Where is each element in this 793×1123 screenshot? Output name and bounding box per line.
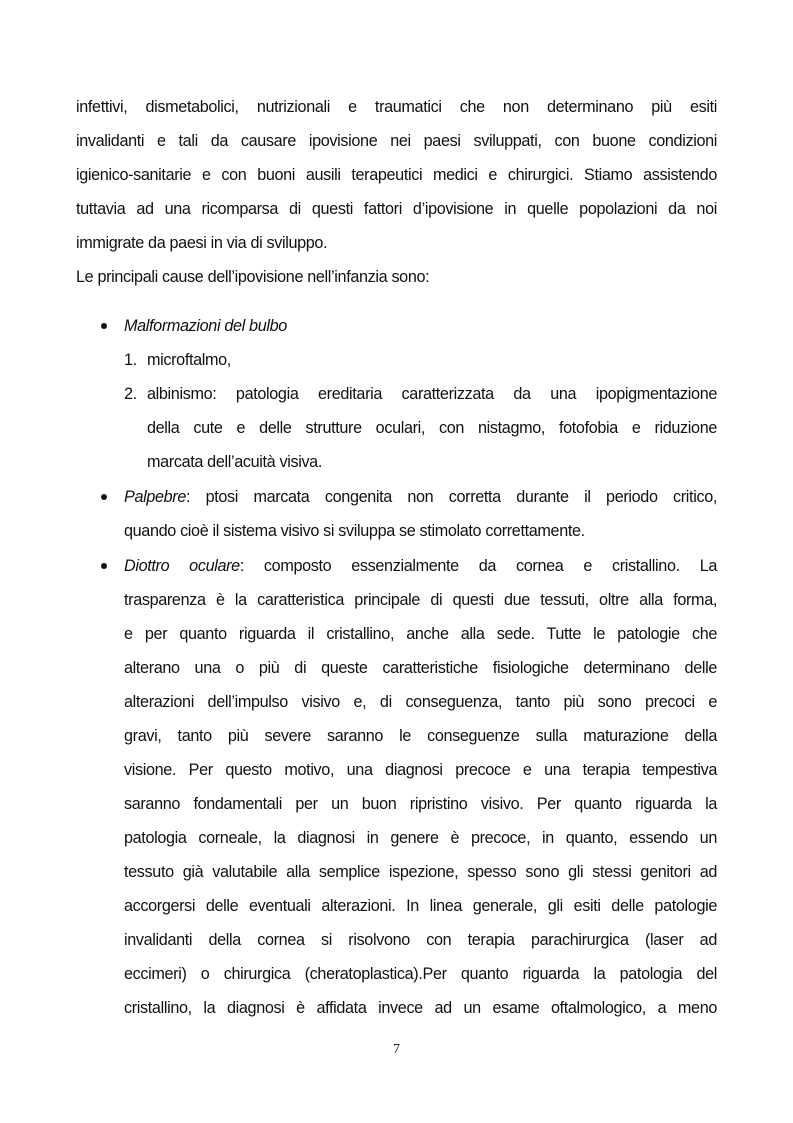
list-item-line: saranno fondamentali per un buon ripristino visivo. Per quanto riguarda la (124, 795, 717, 813)
list-item-line: alterazioni dell’impulso visivo e, di conseguenza, tanto più sono precoci e (124, 693, 717, 711)
list-item-line: alterano una o più di queste caratteristiche fisiologiche determinano delle (124, 659, 717, 677)
list-item-line: eccimeri) o chirurgica (cheratoplastica).Per quanto riguarda la patologia del (124, 965, 717, 983)
sub-item-line: marcata dell’acuità visiva. (147, 453, 322, 471)
list-item-line: accorgersi delle eventuali alterazioni. In linea generale, gli esiti delle patologie (124, 897, 717, 915)
list-item-title: Diottro oculare (124, 557, 240, 575)
paragraph-line: igienico-sanitarie e con buoni ausili terapeutici medici e chirurgici. Stiamo assistendo (76, 166, 717, 184)
list-item-text: : composto essenzialmente da cornea e cristallino. La (239, 557, 717, 575)
list-item-line (124, 554, 717, 578)
list-item-line: patologia corneale, la diagnosi in genere è precoce, in quanto, essendo un (124, 829, 717, 847)
list-intro: Le principali cause dell’ipovisione nell’infanzia sono: (76, 268, 430, 286)
paragraph-line: infettivi, dismetabolici, nutrizionali e traumatici che non determinano più esiti (76, 98, 717, 116)
bullet-icon (101, 323, 107, 329)
list-number: 2. (124, 385, 137, 403)
list-item-line: cristallino, la diagnosi è affidata invece ad un esame oftalmologico, a meno (124, 999, 717, 1017)
paragraph-line: invalidanti e tali da causare ipovisione nei paesi sviluppati, con buone condizioni (76, 132, 717, 150)
list-item-line: visione. Per questo motivo, una diagnosi precoce e una terapia tempestiva (124, 761, 717, 779)
list-item-line: quando cioè il sistema visivo si sviluppa se stimolato correttamente. (124, 522, 585, 540)
list-item-line (124, 485, 717, 509)
sub-item-line: albinismo: patologia ereditaria caratterizzata da una ipopigmentazione (147, 385, 717, 403)
list-number: 1. (124, 351, 137, 369)
list-item-title: Palpebre (124, 488, 186, 506)
list-item-line: trasparenza è la caratteristica principale di questi due tessuti, oltre alla forma, (124, 591, 717, 609)
list-item-line: gravi, tanto più severe saranno le conseguenze sulla maturazione della (124, 727, 717, 745)
paragraph-line: immigrate da paesi in via di sviluppo. (76, 234, 328, 252)
page-number: 7 (393, 1042, 400, 1057)
list-item-line: invalidanti della cornea si risolvono con terapia parachirurgica (laser ad (124, 931, 717, 949)
bullet-icon (101, 494, 107, 500)
list-item-title: Malformazioni del bulbo (124, 317, 287, 335)
list-item-line: e per quanto riguarda il cristallino, anche alla sede. Tutte le patologie che (124, 625, 717, 643)
list-item-line: tessuto già valutabile alla semplice ispezione, spesso sono gli stessi genitori ad (124, 863, 717, 881)
sub-item-line: microftalmo, (147, 351, 231, 369)
bullet-icon (101, 563, 107, 569)
sub-item-line: della cute e delle strutture oculari, con nistagmo, fotofobia e riduzione (147, 419, 717, 437)
paragraph-line: tuttavia ad una ricomparsa di questi fattori d’ipovisione in quelle popolazioni da noi (76, 200, 717, 218)
list-item-text: : ptosi marcata congenita non corretta durante il periodo critico, (186, 488, 717, 506)
